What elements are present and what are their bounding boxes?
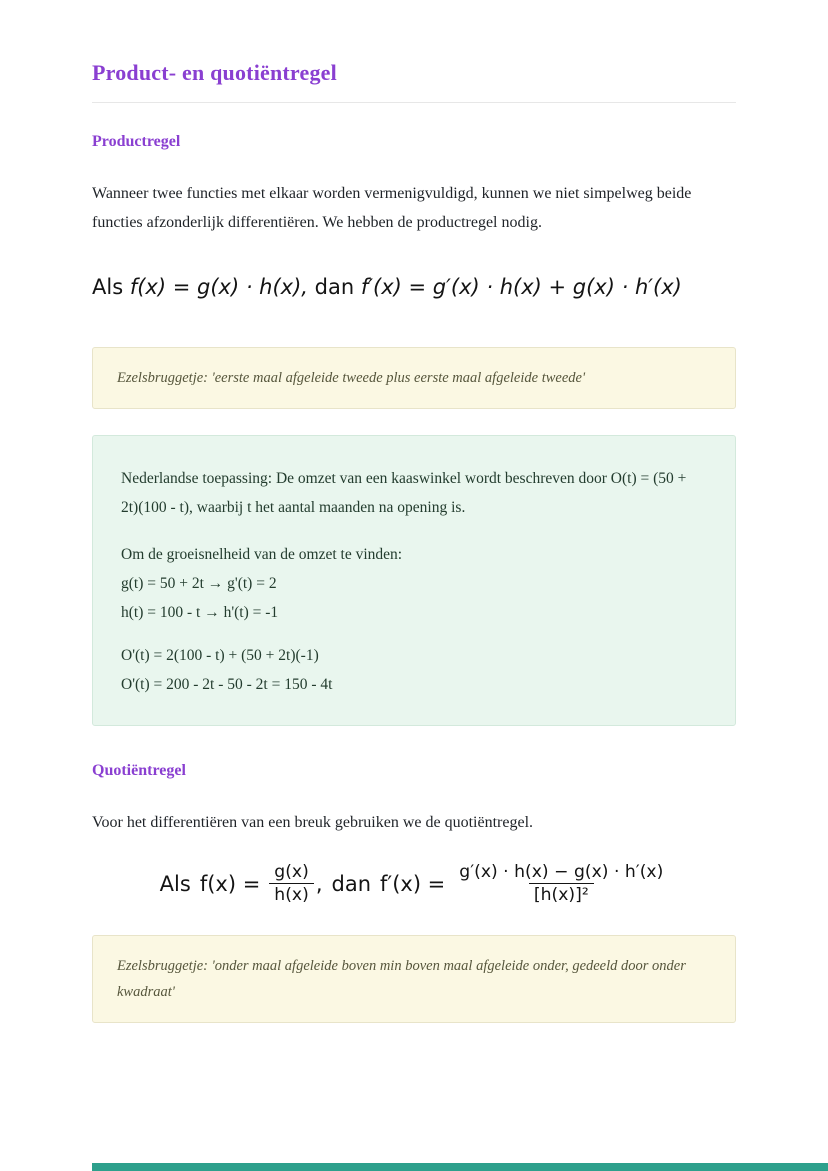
formula-word-als: Als — [92, 275, 124, 299]
example-intro: Nederlandse toepassing: De omzet van een kaaswinkel wordt beschreven door O(t) = (50 + 2t)(100 - t), waarbij t het aantal maanden na opening is. — [121, 470, 687, 516]
example-result-line-2: O'(t) = 200 - 2t - 50 - 2t = 150 - 4t — [121, 676, 333, 693]
example-derivation-g: g(t) = 50 + 2t → g'(t) = 2 — [121, 575, 277, 592]
quotient-formula-rhs-prefix: f′(x) = — [380, 871, 446, 896]
title-divider — [92, 102, 736, 103]
page-title: Product- en quotiëntregel — [92, 60, 337, 85]
example-derivation-h: h(t) = 100 - t → h'(t) = -1 — [121, 604, 279, 621]
product-rule-formula — [92, 275, 736, 299]
example-step-label: Om de groeisnelheid van de omzet te vinden: — [121, 546, 403, 563]
product-mnemonic-box — [92, 347, 736, 409]
product-formula-lhs: f(x) = g(x) · h(x), — [129, 275, 308, 299]
quotient-rule-formula — [92, 861, 736, 907]
quotient-mnemonic-box — [92, 935, 736, 1023]
formula-comma: , — [315, 871, 323, 896]
fraction-denominator: h(x) — [269, 883, 314, 906]
quotient-formula-lhs-fraction — [269, 861, 314, 907]
fraction-numerator: g′(x) · h(x) − g(x) · h′(x) — [459, 862, 664, 882]
quotient-intro-paragraph: Voor het differentiëren van een breuk gebruiken we de quotiëntregel. — [92, 814, 534, 831]
product-formula-rhs: f′(x) = g′(x) · h(x) + g(x) · h′(x) — [360, 275, 682, 299]
product-example-box — [92, 435, 736, 726]
example-result-line-1: O'(t) = 2(100 - t) + (50 + 2t)(-1) — [121, 647, 319, 664]
quotient-mnemonic-text: Ezelsbruggetje: 'onder maal afgeleide boven min boven maal afgeleide onder, gedeeld door onder kwadraat' — [117, 957, 686, 1000]
formula-word-dan: dan — [314, 275, 355, 299]
quotient-section-heading: Quotiëntregel — [92, 762, 186, 779]
formula-word-als: Als — [159, 871, 191, 896]
quotient-formula-lhs-prefix: f(x) = — [199, 871, 261, 896]
quotient-formula-rhs-fraction — [454, 861, 668, 907]
formula-word-dan: dan — [331, 871, 372, 896]
fraction-numerator: g(x) — [274, 862, 309, 882]
product-mnemonic-text: Ezelsbruggetje: 'eerste maal afgeleide tweede plus eerste maal afgeleide tweede' — [117, 370, 586, 386]
product-intro-paragraph: Wanneer twee functies met elkaar worden vermenigvuldigd, kunnen we niet simpelweg beide functies afzonderlijk differentiëren. We hebben de productregel nodig. — [92, 185, 692, 231]
next-section-bar — [92, 1163, 828, 1171]
fraction-denominator: [h(x)]² — [529, 883, 594, 906]
product-section-heading: Productregel — [92, 133, 181, 150]
